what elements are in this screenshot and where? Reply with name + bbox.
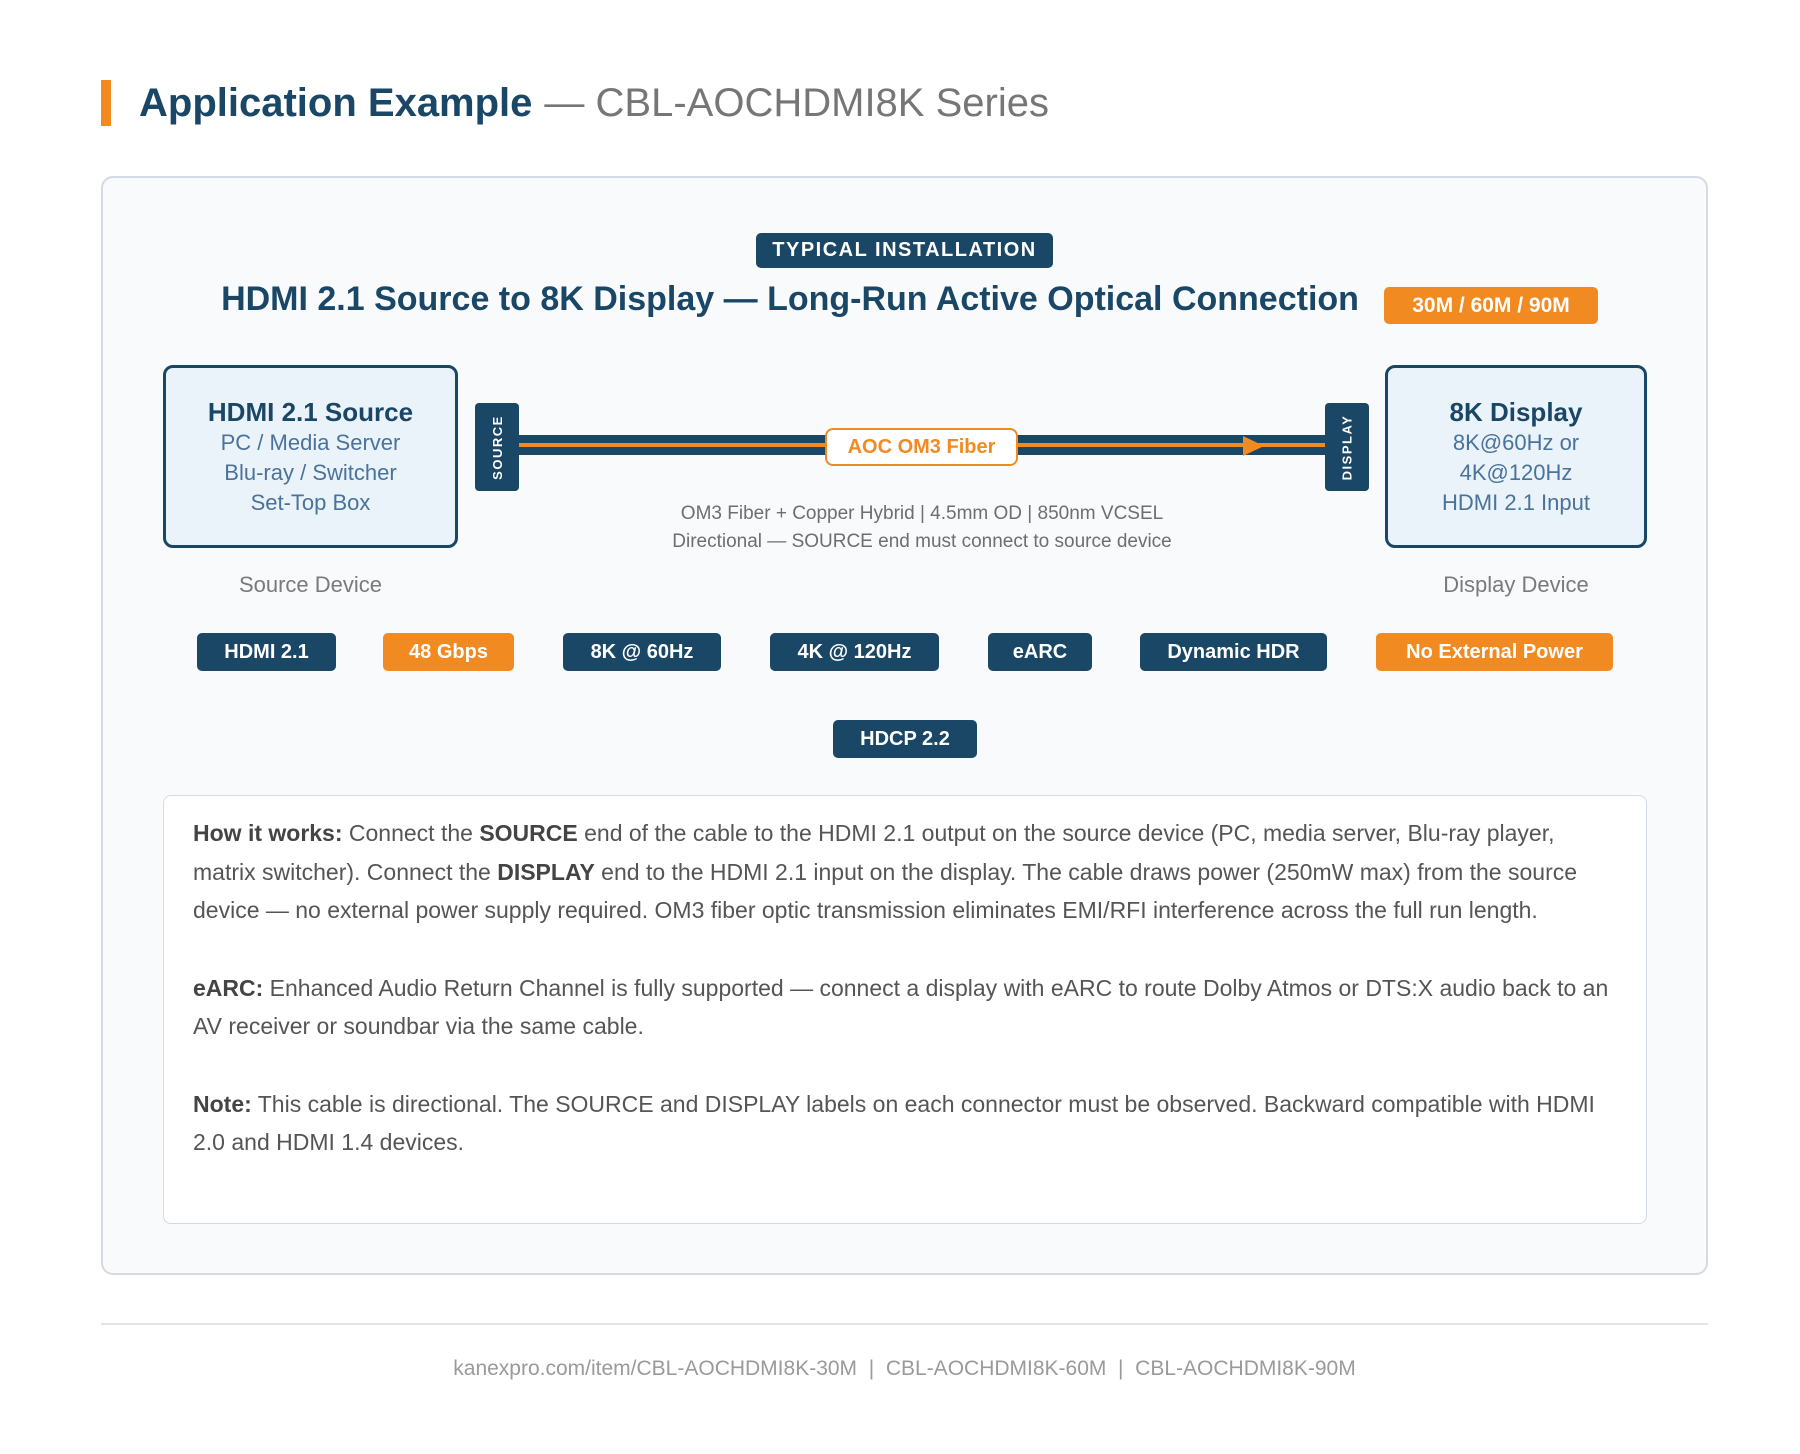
header-accent-bar	[101, 80, 111, 126]
display-keyword: DISPLAY	[497, 858, 595, 885]
source-device-line: PC / Media Server	[220, 430, 401, 455]
cable-type-label: AOC OM3 Fiber	[825, 428, 1018, 466]
paragraph-text: end to the HDMI 2.1 input on the display. The cable draws power (250mW max) from the source device — no external power supply required. OM3 fiber optic transmission eliminates EMI/RFI interference across the full run length.	[193, 858, 1578, 923]
display-connector	[1325, 403, 1369, 491]
how-it-works-paragraph	[193, 814, 1618, 930]
footer-product-links: kanexpro.com/item/CBL-AOCHDMI8K-30M | CBL-AOCHDMI8K-60M | CBL-AOCHDMI8K-90M	[453, 1357, 1356, 1380]
source-device-caption: Source Device	[238, 572, 383, 597]
source-device-line: Set-Top Box	[250, 490, 371, 515]
note-paragraph	[193, 1085, 1618, 1162]
info-panel	[163, 795, 1647, 1224]
display-device-caption: Display Device	[1443, 572, 1589, 597]
note-label: Note:	[193, 1090, 252, 1117]
source-device-box	[163, 365, 458, 548]
display-device-line: 4K@120Hz	[1459, 460, 1573, 485]
page-subtitle: — CBL-AOCHDMI8K Series	[544, 80, 1049, 125]
source-connector-label: SOURCE	[489, 414, 505, 480]
feature-badge: HDCP 2.2	[833, 720, 977, 758]
cable-direction-note: Directional — SOURCE end must connect to source device	[672, 531, 1172, 552]
display-device-box	[1385, 365, 1647, 548]
feature-badge: Dynamic HDR	[1140, 633, 1327, 671]
feature-badge: 48 Gbps	[383, 633, 514, 671]
feature-badge: No External Power	[1376, 633, 1613, 671]
feature-badge: 8K @ 60Hz	[563, 633, 721, 671]
display-device-title: 8K Display	[1449, 397, 1583, 427]
earc-paragraph	[193, 969, 1618, 1046]
cable-spec-line: OM3 Fiber + Copper Hybrid | 4.5mm OD | 850nm VCSEL	[680, 503, 1164, 524]
diagram-title: HDMI 2.1 Source to 8K Display — Long-Run Active Optical Connection	[221, 280, 1359, 318]
how-it-works-label: How it works:	[193, 820, 343, 846]
display-device-line: 8K@60Hz or	[1452, 430, 1580, 455]
paragraph-text: This cable is directional. The SOURCE and DISPLAY labels on each connector must be observed. Backward compatible with HDMI 2.0 and HDMI 1.4 devices.	[193, 1090, 1595, 1155]
feature-badge: HDMI 2.1	[197, 633, 336, 671]
typical-installation-badge: TYPICAL INSTALLATION	[756, 233, 1053, 268]
earc-label: eARC:	[193, 974, 264, 1001]
source-connector	[475, 403, 519, 491]
paragraph-text: Connect the	[342, 820, 480, 846]
source-device-line: Blu-ray / Switcher	[224, 460, 397, 485]
source-keyword: SOURCE	[479, 820, 578, 846]
source-device-title: HDMI 2.1 Source	[207, 397, 414, 427]
display-device-line: HDMI 2.1 Input	[1442, 490, 1590, 515]
paragraph-text: end of the cable to the HDMI 2.1 output on the source device (PC, media server, Blu-ray player, matrix switcher). Connect the	[193, 820, 1555, 885]
display-connector-label: DISPLAY	[1339, 414, 1355, 480]
signal-direction-arrow-icon	[1243, 436, 1264, 456]
feature-badge: eARC	[988, 633, 1092, 671]
page-title: Application Example	[139, 80, 533, 125]
length-options-badge: 30M / 60M / 90M	[1384, 287, 1598, 324]
footer-divider	[101, 1323, 1708, 1325]
page-header	[101, 80, 1049, 126]
paragraph-text: Enhanced Audio Return Channel is fully supported — connect a display with eARC to route Dolby Atmos or DTS:X audio back to an AV receiver or soundbar via the same cable.	[193, 974, 1609, 1039]
feature-badge: 4K @ 120Hz	[770, 633, 939, 671]
